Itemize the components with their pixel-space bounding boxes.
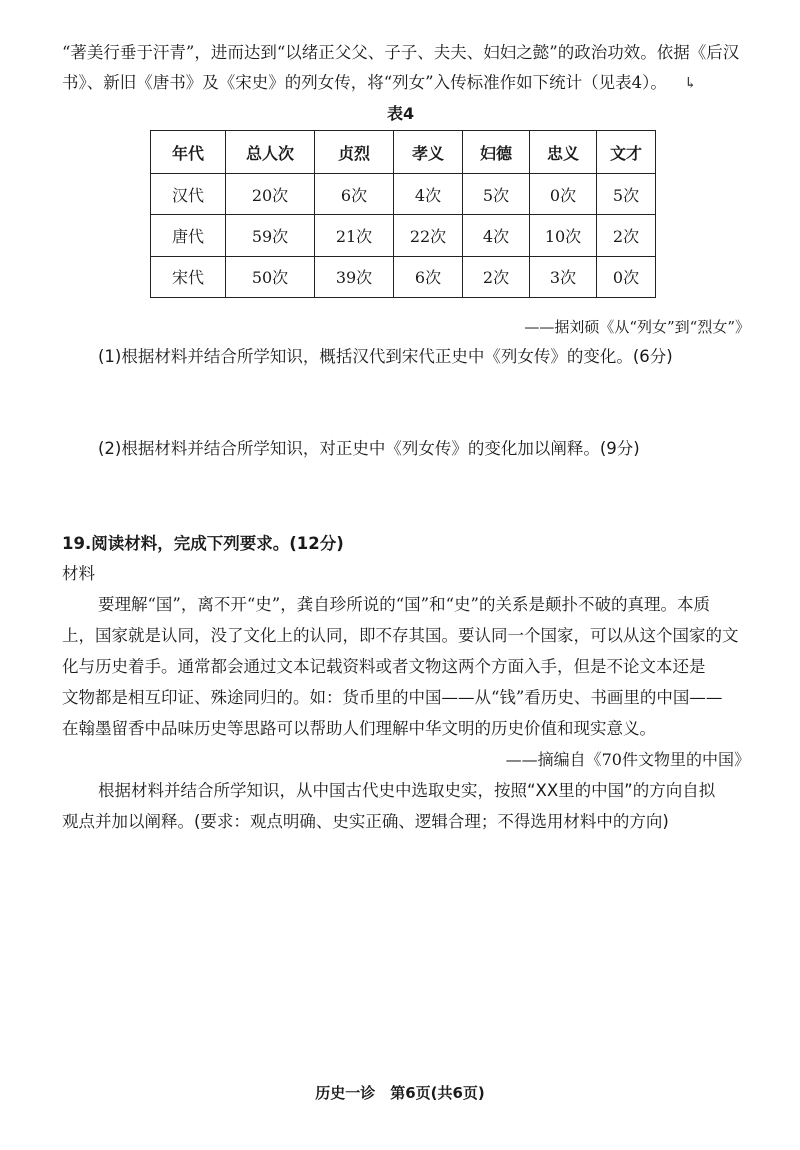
material-line-5: 在翰墨留香中品味历史等思路可以帮助人们理解中华文明的历史价值和现实意义。 [62,719,656,738]
material-line-3: 化与历史着手。通常都会通过文本记载资料或者文物这两个方面入手，但是不论文本还是 [62,657,706,676]
header-cell: 文才 [597,131,656,174]
material-source: ——摘编自《70件文物里的中国》 [505,750,750,769]
table-cell: 22次 [394,215,463,256]
table-cell: 50次 [226,256,315,297]
table-caption: 表4 [387,104,415,123]
table-cell: 59次 [226,215,315,256]
task-line-2: 观点并加以阐释。(要求：观点明确、史实正确、逻辑合理；不得选用材料中的方向) [62,812,669,831]
table-cell: 汉代 [151,174,226,215]
table-cell: 2次 [463,256,530,297]
table-cell: 6次 [394,256,463,297]
header-cell: 总人次 [226,131,315,174]
table-cell: 4次 [463,215,530,256]
table-cell: 3次 [530,256,597,297]
question-1: (1)根据材料并结合所学知识，概括汉代到宋代正史中《列女传》的变化。(6分) [98,347,673,366]
table-row [151,256,656,297]
header-cell: 孝义 [394,131,463,174]
table-cell: 5次 [463,174,530,215]
intro-line-1: “著美行垂于汗青”，进而达到“以绪正父父、子子、夫夫、妇妇之懿”的政治功效。依据《后汉 [62,43,740,62]
table-source: ——据刘硕《从“列女”到“烈女”》 [524,318,750,336]
material-line-2: 上，国家就是认同，没了文化上的认同，即不存其国。要认同一个国家，可以从这个国家的文 [62,626,739,645]
stray-pen-mark: ↳ [684,74,697,92]
material-line-4: 文物都是相互印证、殊途同归的。如：货币里的中国——从“钱”看历史、书画里的中国—— [62,688,723,707]
table-header-row [151,131,656,174]
question-19-title: 19.阅读材料，完成下列要求。(12分) [62,534,344,553]
question-2: (2)根据材料并结合所学知识，对正史中《列女传》的变化加以阐释。(9分) [98,439,640,458]
table-cell: 20次 [226,174,315,215]
table-cell: 21次 [315,215,394,256]
table-row [151,174,656,215]
intro-line-2: 书》、新旧《唐书》及《宋史》的列女传，将“列女”入传标准作如下统计（见表4）。 [62,73,667,92]
header-cell: 年代 [151,131,226,174]
table-cell: 0次 [597,256,656,297]
statistics-table [150,130,656,298]
table-cell: 4次 [394,174,463,215]
table-cell: 10次 [530,215,597,256]
header-cell: 忠义 [530,131,597,174]
table-cell: 39次 [315,256,394,297]
header-cell: 妇德 [463,131,530,174]
table-cell: 6次 [315,174,394,215]
table-cell: 2次 [597,215,656,256]
task-line-1: 根据材料并结合所学知识，从中国古代史中选取史实，按照“XX里的中国”的方向自拟 [98,781,716,800]
material-label: 材料 [62,564,95,583]
table-cell: 唐代 [151,215,226,256]
table-cell: 5次 [597,174,656,215]
table-row [151,215,656,256]
table-cell: 0次 [530,174,597,215]
table-cell: 宋代 [151,256,226,297]
header-cell: 贞烈 [315,131,394,174]
page-footer: 历史一诊 第6页(共6页) [315,1084,485,1102]
material-line-1: 要理解“国”，离不开“史”，龚自珍所说的“国”和“史”的关系是颠扑不破的真理。本质 [98,595,710,614]
